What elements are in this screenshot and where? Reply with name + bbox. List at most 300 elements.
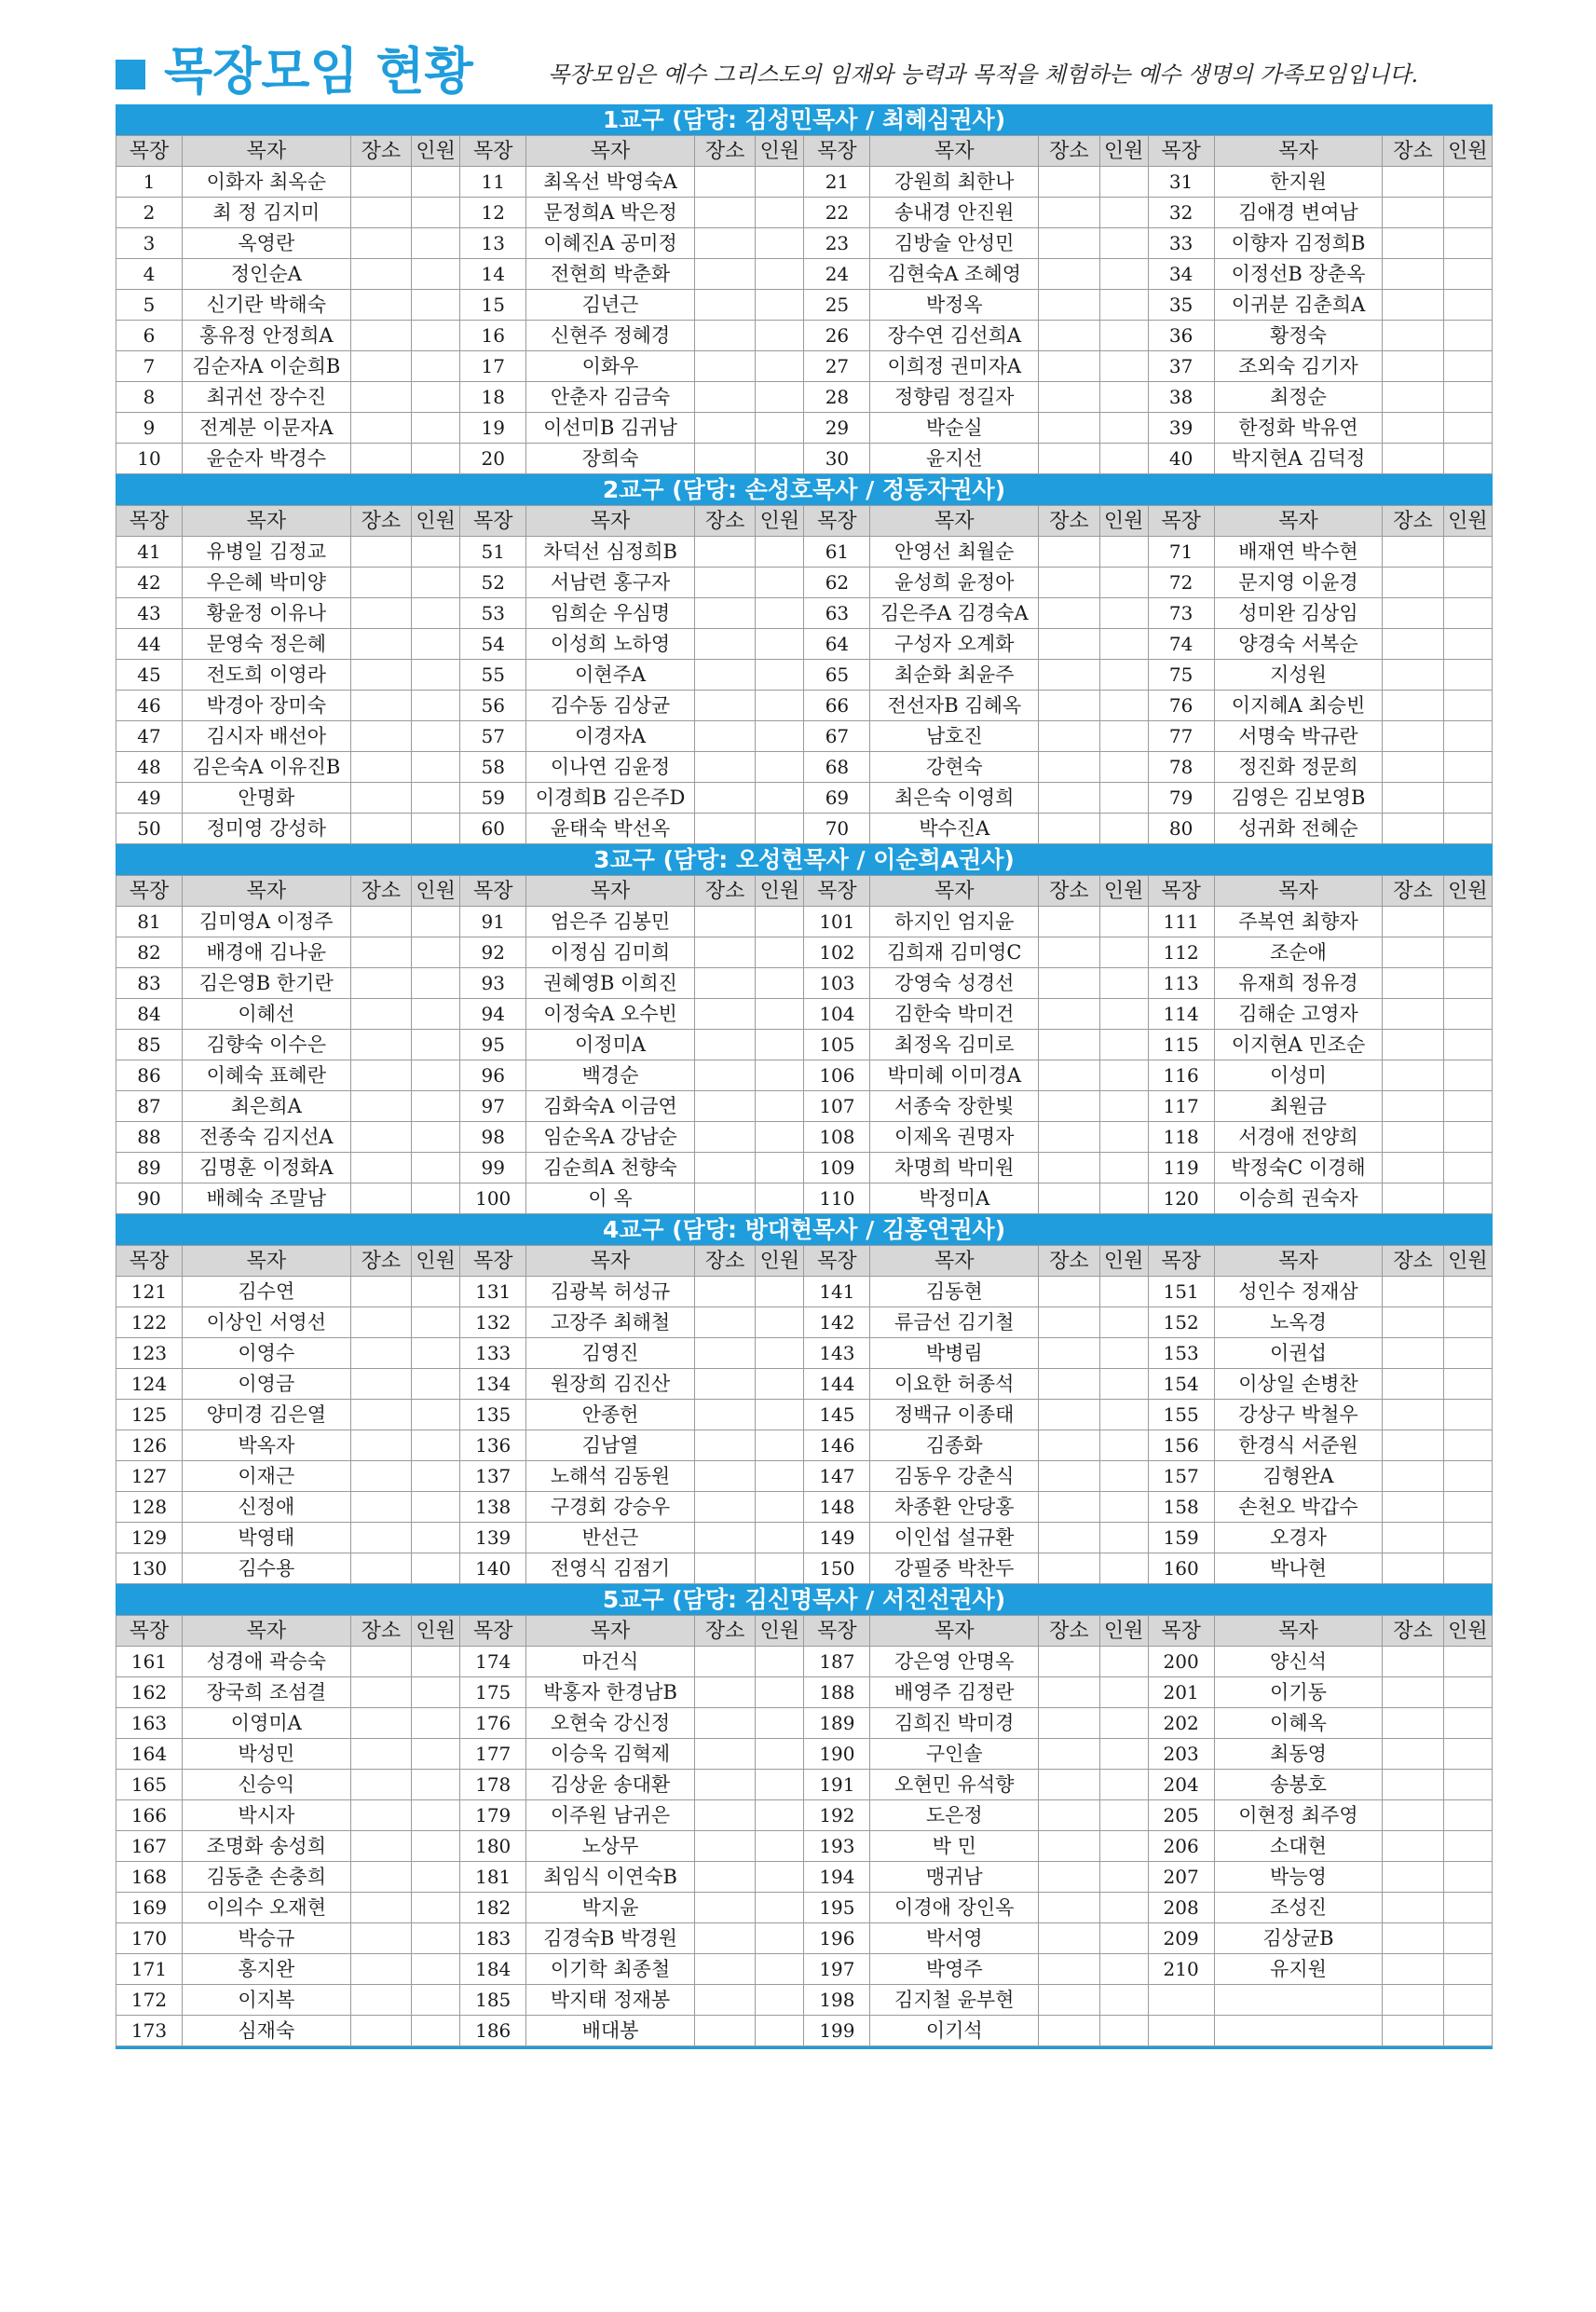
- group-number: 191: [804, 1770, 870, 1800]
- table-row: [116, 1307, 1493, 1338]
- place-cell: [1383, 259, 1443, 290]
- leader-name: 김화숙A 이금연: [526, 1091, 695, 1122]
- leader-name: 이화자 최옥순: [182, 167, 350, 198]
- group-number: 12: [460, 198, 526, 228]
- place-cell: [350, 1770, 411, 1800]
- group-number: 207: [1148, 1862, 1214, 1893]
- place-cell: [1039, 228, 1099, 259]
- count-cell: [1099, 1985, 1148, 2016]
- page-subtitle: 목장모임은 예수 그리스도의 임재와 능력과 목적을 체험하는 예수 생명의 가족모임입니다.: [548, 62, 1419, 88]
- place-cell: [1039, 752, 1099, 783]
- place-cell: [1383, 1277, 1443, 1307]
- count-cell: [756, 321, 804, 351]
- leader-name: 노옥경: [1214, 1307, 1383, 1338]
- group-number: 136: [460, 1430, 526, 1461]
- count-cell: [756, 968, 804, 999]
- count-cell: [412, 1060, 460, 1091]
- count-cell: [1099, 1553, 1148, 1584]
- group-number: 209: [1148, 1923, 1214, 1954]
- group-number: 94: [460, 999, 526, 1030]
- group-number: 97: [460, 1091, 526, 1122]
- group-number: 206: [1148, 1831, 1214, 1862]
- group-no-header: 목장: [1148, 506, 1214, 537]
- place-cell: [694, 1060, 755, 1091]
- count-cell: [1443, 1400, 1492, 1430]
- group-number: 173: [116, 2016, 183, 2046]
- group-number: 205: [1148, 1800, 1214, 1831]
- count-cell: [1443, 1954, 1492, 1985]
- count-cell: [756, 537, 804, 568]
- count-cell: [1443, 999, 1492, 1030]
- leader-name: 김현숙A 조혜영: [870, 259, 1039, 290]
- group-number: 129: [116, 1523, 183, 1553]
- leader-name: 차덕선 심정희B: [526, 537, 695, 568]
- count-cell: [412, 321, 460, 351]
- place-cell: [694, 1030, 755, 1060]
- place-cell: [694, 691, 755, 721]
- count-header: 인원: [1443, 136, 1492, 167]
- group-number: 140: [460, 1553, 526, 1584]
- group-number: 72: [1148, 568, 1214, 598]
- table-row: [116, 1430, 1493, 1461]
- leader-name: 문영숙 정은혜: [182, 629, 350, 660]
- count-cell: [412, 1954, 460, 1985]
- place-cell: [694, 598, 755, 629]
- place-cell: [350, 1430, 411, 1461]
- leader-name: 양미경 김은열: [182, 1400, 350, 1430]
- count-cell: [1099, 1461, 1148, 1492]
- leader-name: 이선미B 김귀남: [526, 413, 695, 444]
- leader-name: 전현희 박춘화: [526, 259, 695, 290]
- place-cell: [1383, 537, 1443, 568]
- leader-name: 김영은 김보영B: [1214, 783, 1383, 814]
- leader-name: 윤성희 윤정아: [870, 568, 1039, 598]
- count-cell: [1099, 1954, 1148, 1985]
- place-cell: [1383, 783, 1443, 814]
- count-cell: [1443, 1277, 1492, 1307]
- leader-name: 신승익: [182, 1770, 350, 1800]
- count-header: 인원: [756, 876, 804, 907]
- table-row: [116, 1369, 1493, 1400]
- leader-name: 김해순 고영자: [1214, 999, 1383, 1030]
- leader-name: 강현숙: [870, 752, 1039, 783]
- count-cell: [412, 1338, 460, 1369]
- count-cell: [412, 629, 460, 660]
- place-header: 장소: [1383, 1616, 1443, 1647]
- group-number: 62: [804, 568, 870, 598]
- leader-name: 박미혜 이미경A: [870, 1060, 1039, 1091]
- place-cell: [1383, 1153, 1443, 1183]
- place-cell: [350, 1492, 411, 1523]
- count-cell: [756, 1183, 804, 1214]
- place-cell: [694, 1647, 755, 1677]
- leader-header: 목자: [1214, 1616, 1383, 1647]
- leader-name: 유병일 김정교: [182, 537, 350, 568]
- leader-name: 고장주 최해철: [526, 1307, 695, 1338]
- count-cell: [756, 1739, 804, 1770]
- table-row: [116, 937, 1493, 968]
- place-cell: [350, 691, 411, 721]
- count-cell: [1099, 259, 1148, 290]
- place-header: 장소: [350, 1616, 411, 1647]
- count-cell: [1099, 1153, 1148, 1183]
- leader-name: 강은영 안명옥: [870, 1647, 1039, 1677]
- count-cell: [1443, 907, 1492, 937]
- group-no-header: 목장: [460, 506, 526, 537]
- count-cell: [1099, 783, 1148, 814]
- count-cell: [412, 351, 460, 382]
- place-cell: [694, 290, 755, 321]
- group-number: 64: [804, 629, 870, 660]
- group-number: 193: [804, 1831, 870, 1862]
- place-cell: [1383, 1893, 1443, 1923]
- place-cell: [350, 1030, 411, 1060]
- group-number: 100: [460, 1183, 526, 1214]
- leader-header: 목자: [1214, 1246, 1383, 1277]
- count-cell: [412, 1369, 460, 1400]
- column-header-row: [116, 506, 1493, 537]
- group-no-header: 목장: [804, 1246, 870, 1277]
- count-cell: [1443, 1091, 1492, 1122]
- leader-name: 이기학 최종철: [526, 1954, 695, 1985]
- group-number: 179: [460, 1800, 526, 1831]
- leader-name: 오현민 유석향: [870, 1770, 1039, 1800]
- leader-name: 김남열: [526, 1430, 695, 1461]
- place-cell: [350, 351, 411, 382]
- group-number: 54: [460, 629, 526, 660]
- place-cell: [694, 1430, 755, 1461]
- count-cell: [412, 1183, 460, 1214]
- leader-name: 오경자: [1214, 1523, 1383, 1553]
- group-number: 70: [804, 814, 870, 844]
- district-section: [116, 1584, 1493, 2046]
- count-cell: [756, 290, 804, 321]
- group-number: 102: [804, 937, 870, 968]
- count-cell: [1443, 629, 1492, 660]
- group-number: 1: [116, 167, 183, 198]
- group-number: 73: [1148, 598, 1214, 629]
- place-cell: [694, 1954, 755, 1985]
- leader-name: 홍지완: [182, 1954, 350, 1985]
- place-header: 장소: [1039, 1246, 1099, 1277]
- place-cell: [350, 1677, 411, 1708]
- count-cell: [412, 1091, 460, 1122]
- table-row: [116, 321, 1493, 351]
- place-cell: [1039, 1091, 1099, 1122]
- place-cell: [1039, 382, 1099, 413]
- count-cell: [1443, 290, 1492, 321]
- leader-name: 전종숙 김지선A: [182, 1122, 350, 1153]
- place-cell: [350, 968, 411, 999]
- table-row: [116, 1985, 1493, 2016]
- group-number: 111: [1148, 907, 1214, 937]
- place-cell: [350, 2016, 411, 2046]
- group-number: 40: [1148, 444, 1214, 474]
- count-cell: [756, 1831, 804, 1862]
- leader-name: 김종화: [870, 1430, 1039, 1461]
- count-cell: [1099, 321, 1148, 351]
- leader-name: 이현주A: [526, 660, 695, 691]
- place-cell: [1383, 1862, 1443, 1893]
- count-cell: [756, 382, 804, 413]
- leader-name: 박경아 장미숙: [182, 691, 350, 721]
- leader-name: 김시자 배선아: [182, 721, 350, 752]
- count-header: 인원: [412, 1616, 460, 1647]
- count-cell: [1099, 228, 1148, 259]
- leader-name: 박나현: [1214, 1553, 1383, 1584]
- group-number: 3: [116, 228, 183, 259]
- place-cell: [1039, 1647, 1099, 1677]
- place-cell: [350, 1923, 411, 1954]
- count-cell: [1443, 1677, 1492, 1708]
- leader-name: 배대봉: [526, 2016, 695, 2046]
- table-row: [116, 1923, 1493, 1954]
- group-number: 88: [116, 1122, 183, 1153]
- group-no-header: 목장: [116, 876, 183, 907]
- leader-name: 조외숙 김기자: [1214, 351, 1383, 382]
- group-number: 91: [460, 907, 526, 937]
- group-no-header: 목장: [1148, 1616, 1214, 1647]
- place-cell: [1383, 1923, 1443, 1954]
- place-cell: [1039, 937, 1099, 968]
- group-number: 115: [1148, 1030, 1214, 1060]
- count-cell: [756, 814, 804, 844]
- table-row: [116, 1739, 1493, 1770]
- leader-name: 유재희 정유경: [1214, 968, 1383, 999]
- table-row: [116, 1030, 1493, 1060]
- group-number: 36: [1148, 321, 1214, 351]
- leader-name: 박수진A: [870, 814, 1039, 844]
- group-number: 166: [116, 1800, 183, 1831]
- group-number: 142: [804, 1307, 870, 1338]
- leader-name: 박영주: [870, 1954, 1039, 1985]
- count-cell: [1099, 1183, 1148, 1214]
- count-cell: [756, 1553, 804, 1584]
- place-cell: [1383, 1461, 1443, 1492]
- place-cell: [1383, 752, 1443, 783]
- table-row: [116, 691, 1493, 721]
- count-cell: [1443, 167, 1492, 198]
- leader-name: 문정희A 박은정: [526, 198, 695, 228]
- leader-name: 노해석 김동원: [526, 1461, 695, 1492]
- place-cell: [1383, 1831, 1443, 1862]
- place-cell: [1383, 568, 1443, 598]
- table-row: [116, 1523, 1493, 1553]
- place-cell: [1383, 1338, 1443, 1369]
- leader-name: 이기석: [870, 2016, 1039, 2046]
- count-cell: [1099, 1369, 1148, 1400]
- count-cell: [412, 937, 460, 968]
- count-cell: [1443, 1153, 1492, 1183]
- group-number: 109: [804, 1153, 870, 1183]
- group-number: 92: [460, 937, 526, 968]
- place-cell: [694, 968, 755, 999]
- group-number: 169: [116, 1893, 183, 1923]
- group-number: 127: [116, 1461, 183, 1492]
- place-cell: [350, 1862, 411, 1893]
- place-cell: [1383, 1091, 1443, 1122]
- leader-name: 이지복: [182, 1985, 350, 2016]
- leader-name: 조성진: [1214, 1893, 1383, 1923]
- count-cell: [1443, 1122, 1492, 1153]
- leader-name: 이경애 장인옥: [870, 1893, 1039, 1923]
- group-number: 77: [1148, 721, 1214, 752]
- count-cell: [756, 1153, 804, 1183]
- count-cell: [1099, 1739, 1148, 1770]
- place-cell: [694, 1523, 755, 1553]
- group-number: 53: [460, 598, 526, 629]
- place-cell: [1383, 1183, 1443, 1214]
- count-cell: [1099, 907, 1148, 937]
- leader-name: 이혜선: [182, 999, 350, 1030]
- leader-name: 김방술 안성민: [870, 228, 1039, 259]
- group-number: 17: [460, 351, 526, 382]
- place-cell: [350, 321, 411, 351]
- count-cell: [412, 660, 460, 691]
- count-cell: [412, 1647, 460, 1677]
- leader-name: 조순애: [1214, 937, 1383, 968]
- count-cell: [1099, 1923, 1148, 1954]
- group-number: 110: [804, 1183, 870, 1214]
- count-cell: [1443, 1923, 1492, 1954]
- place-cell: [350, 937, 411, 968]
- count-cell: [1443, 1893, 1492, 1923]
- table-row: [116, 2016, 1493, 2046]
- place-cell: [694, 721, 755, 752]
- count-cell: [756, 1677, 804, 1708]
- group-number: 75: [1148, 660, 1214, 691]
- group-number: 26: [804, 321, 870, 351]
- leader-name: 권혜영B 이희진: [526, 968, 695, 999]
- leader-name: 이경자A: [526, 721, 695, 752]
- leader-name: 서경애 전양희: [1214, 1122, 1383, 1153]
- place-cell: [1383, 1030, 1443, 1060]
- table-row: [116, 1400, 1493, 1430]
- table-row: [116, 1122, 1493, 1153]
- leader-name: 박지현A 김덕정: [1214, 444, 1383, 474]
- place-cell: [1383, 1369, 1443, 1400]
- count-cell: [1099, 351, 1148, 382]
- place-cell: [694, 752, 755, 783]
- group-number: 195: [804, 1893, 870, 1923]
- place-cell: [694, 783, 755, 814]
- group-number: 186: [460, 2016, 526, 2046]
- count-cell: [1443, 1553, 1492, 1584]
- group-number: 95: [460, 1030, 526, 1060]
- table-row: [116, 752, 1493, 783]
- leader-header: 목자: [526, 1616, 695, 1647]
- group-number: 82: [116, 937, 183, 968]
- leader-name: 이승욱 김혁제: [526, 1739, 695, 1770]
- leader-header: 목자: [526, 876, 695, 907]
- group-number: 31: [1148, 167, 1214, 198]
- place-cell: [694, 167, 755, 198]
- place-cell: [350, 1739, 411, 1770]
- count-cell: [1099, 1831, 1148, 1862]
- group-number: 15: [460, 290, 526, 321]
- count-cell: [412, 1400, 460, 1430]
- count-cell: [1099, 1400, 1148, 1430]
- leader-name: 손천오 박갑수: [1214, 1492, 1383, 1523]
- place-cell: [694, 814, 755, 844]
- count-cell: [1099, 629, 1148, 660]
- count-cell: [1099, 1307, 1148, 1338]
- place-cell: [1383, 1677, 1443, 1708]
- place-cell: [1039, 1862, 1099, 1893]
- count-cell: [1443, 937, 1492, 968]
- group-number: 165: [116, 1770, 183, 1800]
- leader-name: 이정숙A 오수빈: [526, 999, 695, 1030]
- leader-name: 남호진: [870, 721, 1039, 752]
- group-number: 117: [1148, 1091, 1214, 1122]
- leader-name: 이나연 김윤정: [526, 752, 695, 783]
- place-cell: [694, 907, 755, 937]
- count-cell: [1099, 1862, 1148, 1893]
- count-cell: [1099, 1893, 1148, 1923]
- place-cell: [1039, 1060, 1099, 1091]
- leader-name: 강상구 박철우: [1214, 1400, 1383, 1430]
- leader-name: 이현정 최주영: [1214, 1800, 1383, 1831]
- table-row: [116, 382, 1493, 413]
- leader-name: 배재연 박수현: [1214, 537, 1383, 568]
- count-cell: [412, 783, 460, 814]
- place-cell: [694, 1770, 755, 1800]
- count-cell: [412, 814, 460, 844]
- group-number: 192: [804, 1800, 870, 1831]
- place-cell: [694, 382, 755, 413]
- leader-header: 목자: [526, 506, 695, 537]
- place-cell: [694, 1122, 755, 1153]
- leader-header: 목자: [1214, 876, 1383, 907]
- leader-name: 옥영란: [182, 228, 350, 259]
- count-cell: [412, 1893, 460, 1923]
- place-cell: [1383, 1122, 1443, 1153]
- count-cell: [412, 1277, 460, 1307]
- count-cell: [1443, 413, 1492, 444]
- table-row: [116, 1153, 1493, 1183]
- group-number: 160: [1148, 1553, 1214, 1584]
- place-cell: [350, 1985, 411, 2016]
- count-cell: [1443, 1461, 1492, 1492]
- leader-name: 맹귀남: [870, 1862, 1039, 1893]
- table-row: [116, 1862, 1493, 1893]
- count-cell: [1443, 2016, 1492, 2046]
- leader-name: 김수연: [182, 1277, 350, 1307]
- place-cell: [350, 1183, 411, 1214]
- leader-name: 김광복 허성규: [526, 1277, 695, 1307]
- place-cell: [1039, 321, 1099, 351]
- leader-name: 우은혜 박미양: [182, 568, 350, 598]
- count-cell: [412, 382, 460, 413]
- leader-name: 이제옥 권명자: [870, 1122, 1039, 1153]
- leader-name: 유지원: [1214, 1954, 1383, 1985]
- group-number: 66: [804, 691, 870, 721]
- count-cell: [412, 1030, 460, 1060]
- leader-name: 정향림 정길자: [870, 382, 1039, 413]
- leader-name: 박홍자 한경남B: [526, 1677, 695, 1708]
- group-no-header: 목장: [460, 1616, 526, 1647]
- leader-name: 최정순: [1214, 382, 1383, 413]
- group-number: 145: [804, 1400, 870, 1430]
- count-cell: [412, 968, 460, 999]
- count-header: 인원: [1099, 876, 1148, 907]
- leader-name: 윤태숙 박선옥: [526, 814, 695, 844]
- leader-name: 안영선 최월순: [870, 537, 1039, 568]
- group-number: 52: [460, 568, 526, 598]
- district-section: [116, 474, 1493, 844]
- group-number: 114: [1148, 999, 1214, 1030]
- table-row: [116, 228, 1493, 259]
